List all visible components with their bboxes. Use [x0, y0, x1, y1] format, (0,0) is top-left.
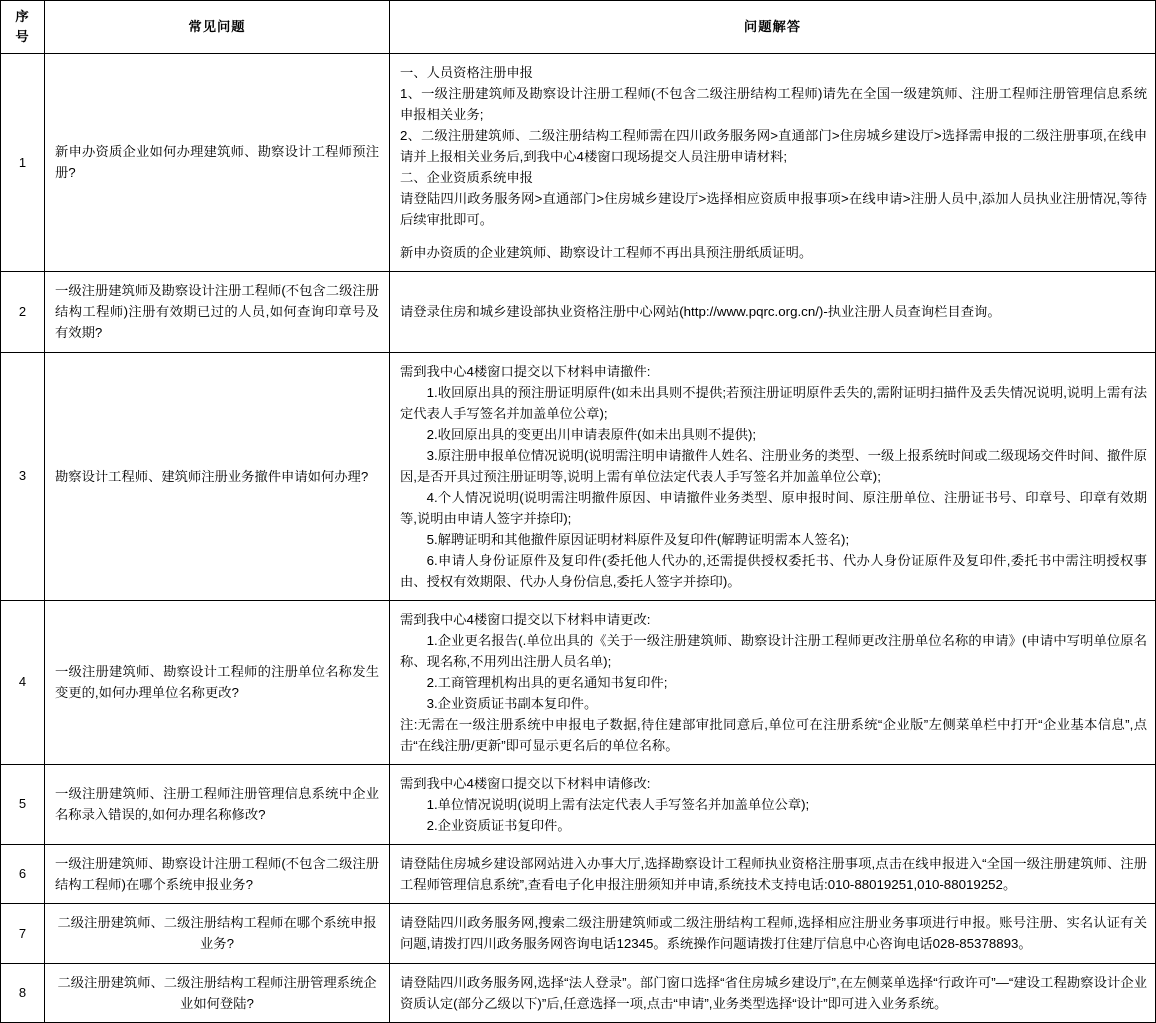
answer-line: 1.企业更名报告(.单位出具的《关于一级注册建筑师、勘察设计注册工程师更改注册单位名称的申请》(申请中写明单位原名称、现名称,不用列出注册人员名单); [400, 632, 1147, 669]
row-answer [390, 271, 1156, 352]
row-index: 6 [1, 844, 45, 904]
answer-line: 请登陆四川政务服务网,选择“法人登录”。部门窗口选择“省住房城乡建设厅”,在左侧菜单选择“行政许可”—“建设工程勘察设计企业资质认定(部分乙级以下)”后,任意选择一项,点击“申请”,业务类型选择“设计”即可进入业务系统。 [400, 974, 1147, 1011]
answer-line: 2.收回原出具的变更出川申请表原件(如未出具则不提供); [426, 426, 757, 442]
row-answer [390, 53, 1156, 271]
answer-line: 5.解聘证明和其他撤件原因证明材料原件及复印件(解聘证明需本人签名); [426, 531, 850, 547]
row-question: 一级注册建筑师、勘察设计工程师的注册单位名称发生变更的,如何办理单位名称更改? [45, 600, 390, 764]
row-question: 二级注册建筑师、二级注册结构工程师注册管理系统企业如何登陆? [45, 963, 390, 1023]
answer-line: 请登陆四川政务服务网,搜索二级注册建筑师或二级注册结构工程师,选择相应注册业务事项进行申报。账号注册、实名认证有关问题,请拨打四川政务服务网咨询电话12345。系统操作问题请拨打住建厅信息中心咨询电话028-85378893。 [400, 915, 1147, 952]
row-index: 8 [1, 963, 45, 1023]
table-row [1, 53, 1156, 271]
answer-line: 2、二级注册建筑师、二级注册结构工程师需在四川政务服务网>直通部门>住房城乡建设厅>选择需申报的二级注册事项,在线申请并上报相关业务后,到我中心4楼窗口现场提交人员注册申请材料; [400, 127, 1147, 164]
row-answer [390, 963, 1156, 1023]
row-index: 5 [1, 764, 45, 844]
row-question: 勘察设计工程师、建筑师注册业务撤件申请如何办理? [45, 352, 390, 600]
answer-line: 1.收回原出具的预注册证明原件(如未出具则不提供;若预注册证明原件丢失的,需附证明扫描件及丢失情况说明,说明上需有法定代表人手写签名并加盖单位公章); [400, 384, 1147, 421]
answer-line: 请登陆四川政务服务网>直通部门>住房城乡建设厅>选择相应资质申报事项>在线申请>注册人员中,添加人员执业注册情况,等待后续审批即可。 [400, 190, 1147, 227]
answer-line: 需到我中心4楼窗口提交以下材料申请修改: [400, 775, 651, 791]
answer-line: 2.企业资质证书复印件。 [426, 817, 571, 833]
table-row [1, 844, 1156, 904]
row-question: 二级注册建筑师、二级注册结构工程师在哪个系统申报业务? [45, 904, 390, 964]
row-answer [390, 904, 1156, 964]
row-index: 2 [1, 271, 45, 352]
row-answer [390, 600, 1156, 764]
header-index: 序号 [1, 1, 45, 54]
answer-line: 一、人员资格注册申报 [400, 64, 533, 80]
table-row [1, 271, 1156, 352]
table-row [1, 600, 1156, 764]
answer-line: 3.原注册申报单位情况说明(说明需注明申请撤件人姓名、注册业务的类型、一级上报系统时间或二级现场交件时间、撤件原因,是否开具过预注册证明等,说明上需有单位法定代表人手写签名并加盖单位公章); [400, 447, 1147, 484]
row-answer [390, 844, 1156, 904]
answer-line: 1.单位情况说明(说明上需有法定代表人手写签名并加盖单位公章); [426, 796, 810, 812]
row-answer [390, 352, 1156, 600]
table-row [1, 764, 1156, 844]
row-question: 一级注册建筑师及勘察设计注册工程师(不包含二级注册结构工程师)注册有效期已过的人员,如何查询印章号及有效期? [45, 271, 390, 352]
answer-line: 二、企业资质系统申报 [400, 169, 533, 185]
answer-line: 4.个人情况说明(说明需注明撤件原因、申请撤件业务类型、原申报时间、原注册单位、注册证书号、印章号、印章有效期等,说明由申请人签字并捺印); [400, 489, 1147, 526]
row-question: 一级注册建筑师、注册工程师注册管理信息系统中企业名称录入错误的,如何办理名称修改? [45, 764, 390, 844]
row-index: 7 [1, 904, 45, 964]
answer-line: 需到我中心4楼窗口提交以下材料申请撤件: [400, 363, 651, 379]
table-header-row [1, 1, 1156, 54]
row-index: 4 [1, 600, 45, 764]
header-answer: 问题解答 [390, 1, 1156, 54]
table-body [1, 53, 1156, 1022]
table-header [1, 1, 1156, 54]
answer-line: 需到我中心4楼窗口提交以下材料申请更改: [400, 611, 651, 627]
answer-line: 请登陆住房城乡建设部网站进入办事大厅,选择勘察设计工程师执业资格注册事项,点击在线申报进入“全国一级注册建筑师、注册工程师管理信息系统”,查看电子化申报注册须知并申请,系统技术支持电话:010-88019251,010-88019252。 [400, 855, 1147, 892]
row-question: 一级注册建筑师、勘察设计注册工程师(不包含二级注册结构工程师)在哪个系统申报业务? [45, 844, 390, 904]
header-question: 常见问题 [45, 1, 390, 54]
answer-line: 请登录住房和城乡建设部执业资格注册中心网站(http://www.pqrc.org.cn/)-执业注册人员查询栏目查询。 [400, 304, 1001, 320]
answer-line: 新申办资质的企业建筑师、勘察设计工程师不再出具预注册纸质证明。 [400, 244, 813, 260]
row-answer [390, 764, 1156, 844]
answer-line: 6.申请人身份证原件及复印件(委托他人代办的,还需提供授权委托书、代办人身份证原件及复印件,委托书中需注明授权事由、授权有效期限、代办人身份信息,委托人签字并捺印)。 [400, 552, 1147, 589]
row-index: 3 [1, 352, 45, 600]
answer-line: 3.企业资质证书副本复印件。 [426, 695, 598, 711]
row-index: 1 [1, 53, 45, 271]
table-row [1, 352, 1156, 600]
answer-line: 1、一级注册建筑师及勘察设计注册工程师(不包含二级注册结构工程师)请先在全国一级建筑师、注册工程师注册管理信息系统申报相关业务; [400, 85, 1147, 122]
table-row [1, 904, 1156, 964]
answer-line: 注:无需在一级注册系统中申报电子数据,待住建部审批同意后,单位可在注册系统“企业版”左侧菜单栏中打开“企业基本信息”,点击“在线注册/更新”即可显示更名后的单位名称。 [400, 716, 1147, 753]
table-row [1, 963, 1156, 1023]
row-question: 新申办资质企业如何办理建筑师、勘察设计工程师预注册? [45, 53, 390, 271]
answer-line [400, 230, 1147, 242]
answer-line: 2.工商管理机构出具的更名通知书复印件; [426, 674, 668, 690]
